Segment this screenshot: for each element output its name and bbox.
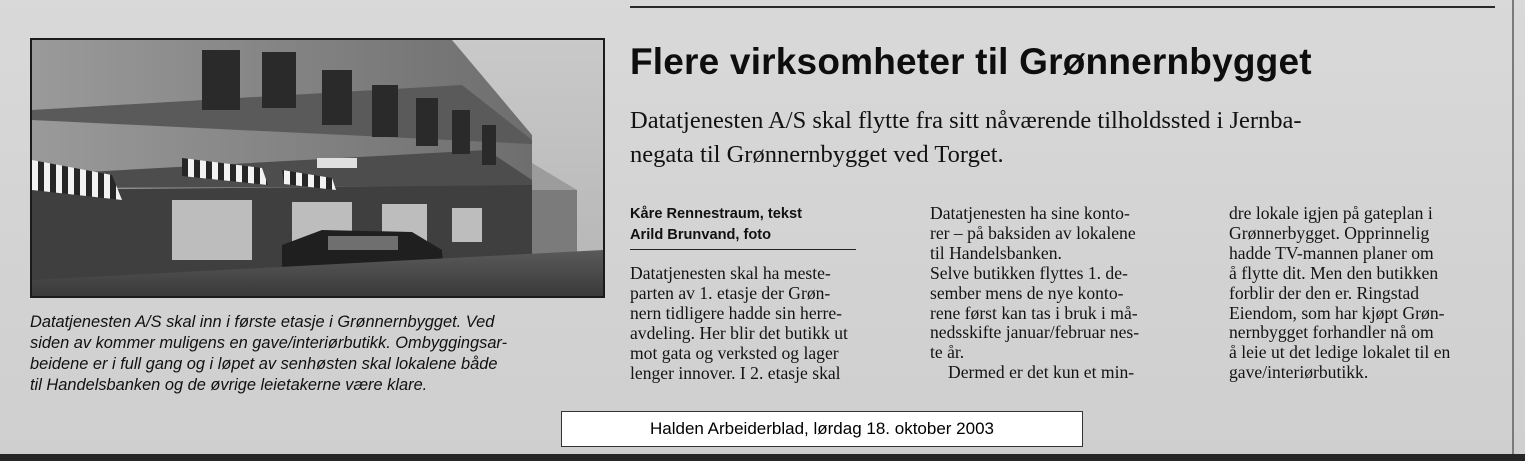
- body-line: å leie ut det ledige lokalet til en: [1229, 342, 1451, 363]
- body-line: rene først kan tas i bruk i må-: [930, 302, 1138, 323]
- body-line: te år.: [930, 342, 965, 363]
- photo-caption: [30, 312, 610, 396]
- body-line: parten av 1. etasje der Grøn-: [630, 282, 831, 303]
- body-column-2: [930, 204, 1139, 383]
- source-label: Halden Arbeiderblad, lørdag 18. oktober 2003: [561, 411, 1083, 447]
- caption-line: beidene er i full gang og i løpet av senhøsten skal lokalene både: [30, 355, 498, 373]
- body-line: til Handelsbanken.: [930, 242, 1062, 263]
- body-line: lenger innover. I 2. etasje skal: [630, 362, 841, 383]
- byline: [630, 204, 856, 250]
- body-line: å flytte dit. Men den butikken: [1229, 262, 1439, 283]
- body-line: Selve butikken flyttes 1. de-: [930, 262, 1128, 283]
- body-line: nern tidligere hadde sin herre-: [630, 302, 843, 323]
- caption-line: Datatjenesten A/S skal inn i første etasje i Grønnernbygget. Ved: [30, 313, 495, 331]
- deck: [630, 104, 1510, 172]
- body-line: nernbygget forhandler nå om: [1229, 322, 1434, 343]
- body-line: avdeling. Her blir det butikk ut: [630, 322, 848, 343]
- body-line: Dermed er det kun et min-: [948, 362, 1135, 383]
- body-column-3: [1229, 204, 1450, 383]
- building-photo: [30, 38, 605, 298]
- headline: Flere virksomheter til Grønnernbygget: [630, 41, 1312, 82]
- body-line: hadde TV-mannen planer om: [1229, 242, 1434, 263]
- body-line: Grønnerbygget. Opprinnelig: [1229, 222, 1430, 243]
- body-line: Datatjenesten skal ha meste-: [630, 263, 831, 283]
- building-photo-image: [32, 40, 603, 296]
- body-line: nedsskifte januar/februar nes-: [930, 322, 1140, 343]
- body-line: forblir der den er. Ringstad: [1229, 282, 1420, 303]
- body-line: dre lokale igjen på gateplan i: [1229, 203, 1433, 223]
- text-credit: Kåre Rennestraum, tekst: [630, 206, 802, 222]
- page-edge: [1512, 0, 1514, 454]
- body-line: Datatjenesten ha sine konto-: [930, 203, 1130, 223]
- deck-line: negata til Grønnernbygget ved Torget.: [630, 141, 1004, 168]
- body-column-1: [630, 264, 848, 383]
- top-rule: [630, 6, 1495, 8]
- body-line: sember mens de nye konto-: [930, 282, 1124, 303]
- body-line: rer – på baksiden av lokalene: [930, 222, 1136, 243]
- deck-line: Datatjenesten A/S skal flytte fra sitt nåværende tilholdssted i Jernba-: [630, 107, 1302, 134]
- caption-line: siden av kommer muligens en gave/interiørbutikk. Ombyggingsar-: [30, 334, 508, 352]
- body-line: mot gata og verksted og lager: [630, 342, 839, 363]
- body-line: Eiendom, som har kjøpt Grøn-: [1229, 302, 1445, 323]
- bottom-strip: [0, 454, 1525, 461]
- caption-line: til Handelsbanken og de øvrige leietakerne være klare.: [30, 376, 428, 394]
- photo-credit: Arild Brunvand, foto: [630, 227, 772, 243]
- body-line: gave/interiørbutikk.: [1229, 362, 1369, 383]
